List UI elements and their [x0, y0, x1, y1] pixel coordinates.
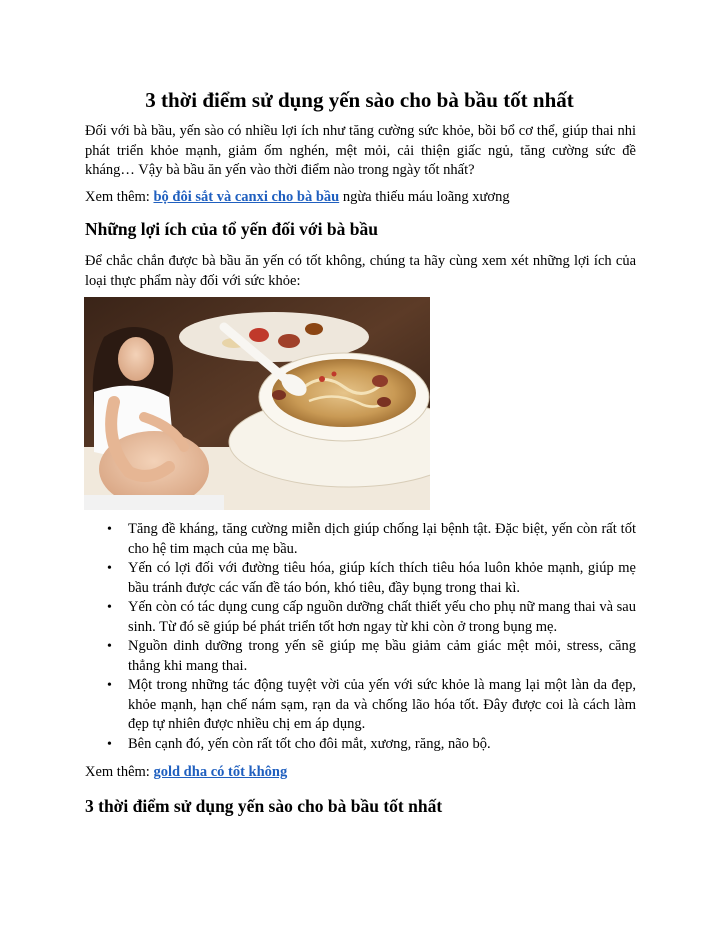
list-item: • Bên cạnh đó, yến còn rất tốt cho đôi mắt, xương, răng, não bộ.: [128, 735, 636, 755]
intro-paragraph: Đối với bà bầu, yến sào có nhiều lợi ích như tăng cường sức khỏe, bồi bổ cơ thể, giúp thai nhi phát triển khỏe mạnh, giảm ốm nghén, mệt mỏi, cải thiện giấc ngủ, tăng cường sức đề kháng… Vậy bà bầu ăn yến vào thời điểm nào trong ngày tốt nhất?: [85, 123, 636, 178]
benefits-intro-paragraph: Để chắc chắn được bà bầu ăn yến có tốt không, chúng ta hãy cùng xem xét những lợi ích của loại thực phẩm này đối với sức khỏe:: [85, 253, 636, 289]
times-heading: 3 thời điểm sử dụng yến sào cho bà bầu tốt nhất: [85, 796, 443, 816]
list-item: • Một trong những tác động tuyệt vời của yến với sức khỏe là mang lại một làn da đẹp, khỏe mạnh, hạn chế nám sạm, rạn da và chống lão hóa tốt. Đây được coi là cách làm đẹp tự nhiên được nhiều chị em áp dụng.: [128, 676, 636, 735]
herb: [305, 323, 323, 335]
see-also-prefix: Xem thêm:: [85, 764, 154, 780]
jujube: [249, 328, 269, 342]
link-gold-dha[interactable]: gold dha có tốt không: [153, 764, 288, 780]
list-item: • Yến có lợi đối với đường tiêu hóa, giúp kích thích tiêu hóa luôn khỏe mạnh, giúp mẹ bầu tránh được các vấn đề táo bón, khó tiêu, đầy bụng trong thai kì.: [128, 559, 636, 598]
white-pants: [84, 495, 224, 510]
link-iron-calcium[interactable]: bộ đôi sắt và canxi cho bà bầu: [153, 189, 340, 205]
article-title: 3 thời điểm sử dụng yến sào cho bà bầu tốt nhất: [145, 88, 574, 112]
see-also-line-2: [85, 763, 636, 783]
goji-berry: [319, 376, 325, 382]
list-item: • Tăng đề kháng, tăng cường miễn dịch giúp chống lại bệnh tật. Đặc biệt, yến còn rất tốt cho hệ tim mạch của mẹ bầu.: [128, 520, 636, 559]
jujube: [377, 397, 391, 407]
jujube: [372, 375, 388, 387]
benefits-heading: Những lợi ích của tổ yến đối với bà bầu: [85, 219, 378, 239]
see-also-suffix: ngừa thiếu máu loãng xương: [339, 189, 510, 205]
jujube: [278, 334, 300, 348]
list-item: • Nguồn dinh dưỡng trong yến sẽ giúp mẹ bầu giảm cảm giác mệt mỏi, stress, căng thẳng khi mang thai.: [128, 637, 636, 676]
hero-image-pregnant-woman-birdnest-soup: [84, 297, 430, 510]
list-item: • Yến còn có tác dụng cung cấp nguồn dưỡng chất thiết yếu cho phụ nữ mang thai và sau sinh. Từ đó sẽ giúp bé phát triển tốt hơn ngay từ khi còn ở trong bụng mẹ.: [128, 598, 636, 637]
see-also-line-1: [85, 188, 636, 208]
goji-berry: [332, 372, 337, 377]
see-also-prefix: Xem thêm:: [85, 189, 154, 205]
hero-illustration: [84, 297, 430, 510]
jujube: [272, 390, 286, 400]
benefits-list: [128, 520, 636, 754]
woman-face: [118, 337, 154, 381]
